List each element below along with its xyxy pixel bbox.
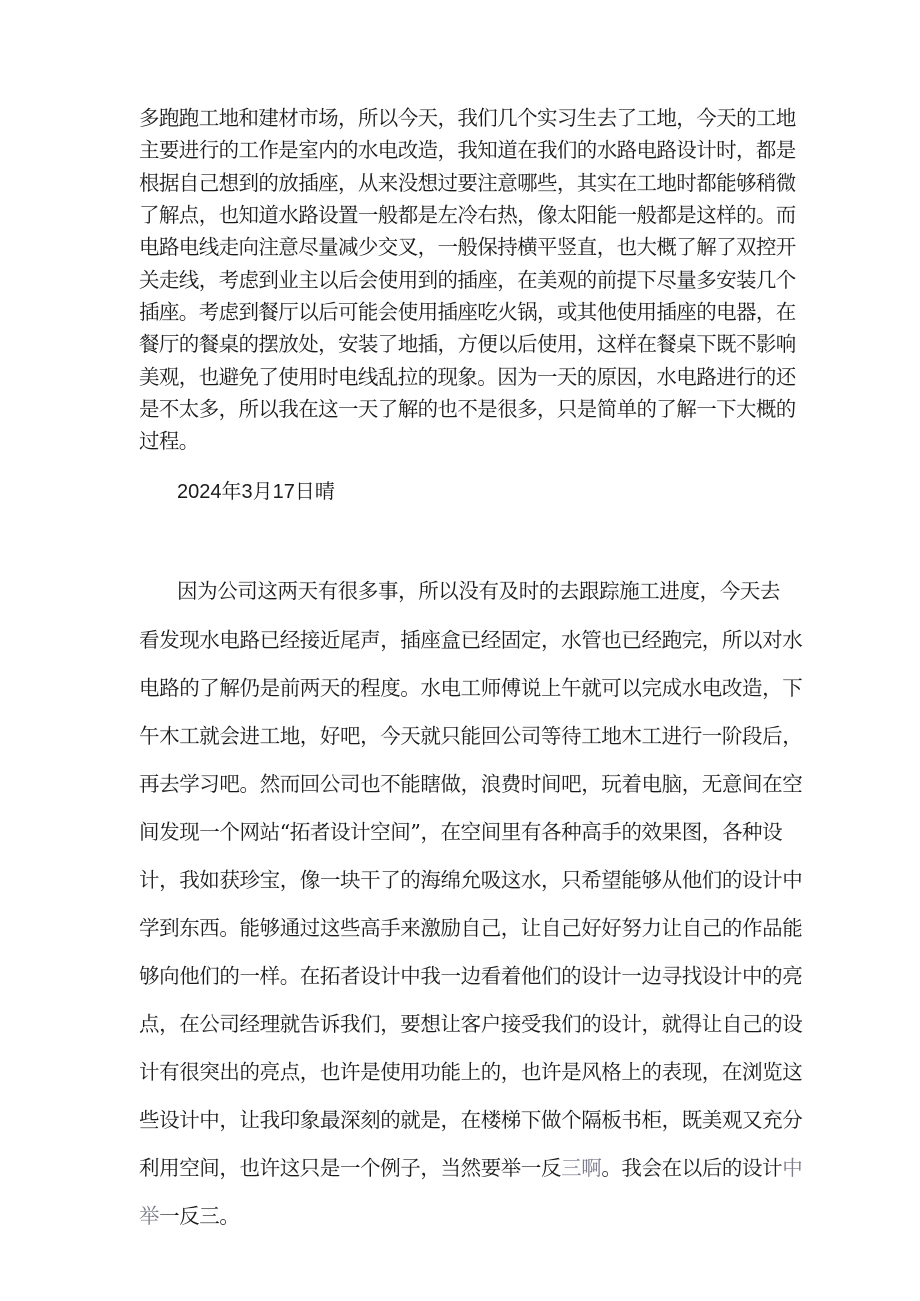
paragraph-line: 美观，也避免了使用时电线乱拉的现象。因为一天的原因，水电路进行的还 [139,365,796,389]
faded-text-segment: 中 [782,1156,803,1180]
paragraph-line [139,1199,240,1229]
paragraph-line: 学到东西。能够通过这些高手来激励自己，让自己好好努力让自己的作品能 [139,916,803,940]
paragraph-line: 午木工就会进工地，好吧，今天就只能回公司等待工地木工进行一阶段后， [139,724,803,748]
line-segment: 。我会在以后的设计 [601,1156,783,1180]
paragraph-line [139,1151,802,1181]
paragraph-line: 关走线，考虑到业主以后会使用到的插座，在美观的前提下尽量多安装几个 [139,268,796,292]
paragraph-line: 多跑跑工地和建材市场，所以今天，我们几个实习生去了工地，今天的工地 [139,106,796,130]
paragraph-line: 再去学习吧。然而回公司也不能瞎做，浪费时间吧，玩着电脑，无意间在空 [139,772,803,796]
paragraph-line: 因为公司这两天有很多事，所以没有及时的去跟踪施工进度，今天去 [177,579,780,603]
paragraph-line: 电路的了解仍是前两天的程度。水电工师傅说上午就可以完成水电改造，下 [139,676,803,700]
paragraph-line: 过程。 [139,429,199,453]
paragraph-line: 插座。考虑到餐厅以后可能会使用插座吃火锅，或其他使用插座的电器，在 [139,300,796,324]
paragraph-line: 些设计中，让我印象最深刻的就是，在楼梯下做个隔板书柜，既美观又充分 [139,1108,803,1132]
paragraph-line: 点，在公司经理就告诉我们，要想让客户接受我们的设计，就得让自己的设 [139,1012,803,1036]
faded-text-segment: 三啊 [561,1156,602,1180]
paragraph-line: 间发现一个网站“拓者设计空间”，在空间里有各种高手的效果图，各种设 [139,820,783,844]
paragraph-line: 根据自己想到的放插座，从来没想过要注意哪些，其实在工地时都能够稍微 [139,171,796,195]
paragraph-line: 了解点，也知道水路设置一般都是左冷右热，像太阳能一般都是这样的。而 [139,203,796,227]
paragraph-line: 餐厅的餐桌的摆放处，安装了地插，方便以后使用，这样在餐桌下既不影响 [139,332,796,356]
paragraph-line: 是不太多，所以我在这一天了解的也不是很多，只是简单的了解一下大概的 [139,397,796,421]
paragraph-line: 够向他们的一样。在拓者设计中我一边看着他们的设计一边寻找设计中的亮 [139,964,803,988]
faded-text-segment: 举 [139,1204,160,1228]
line-segment: 一反三。 [159,1204,240,1228]
paragraph-line: 看发现水电路已经接近尾声，插座盒已经固定，水管也已经跑完，所以对水 [139,628,803,652]
paragraph-line: 计有很突出的亮点，也许是使用功能上的，也许是风格上的表现，在浏览这 [139,1060,803,1084]
paragraph-line: 主要进行的工作是室内的水电改造，我知道在我们的水路电路设计时，都是 [139,138,796,162]
paragraph-line: 计，我如获珍宝，像一块干了的海绵允吸这水，只希望能够从他们的设计中 [139,868,803,892]
paragraph-line: 电路电线走向注意尽量减少交叉，一般保持横平竖直，也大概了解了双控开 [139,235,796,259]
line-segment: 利用空间，也许这只是一个例子，当然要举一反 [139,1156,562,1180]
date-heading: 2024年3月17日晴 [177,481,335,503]
